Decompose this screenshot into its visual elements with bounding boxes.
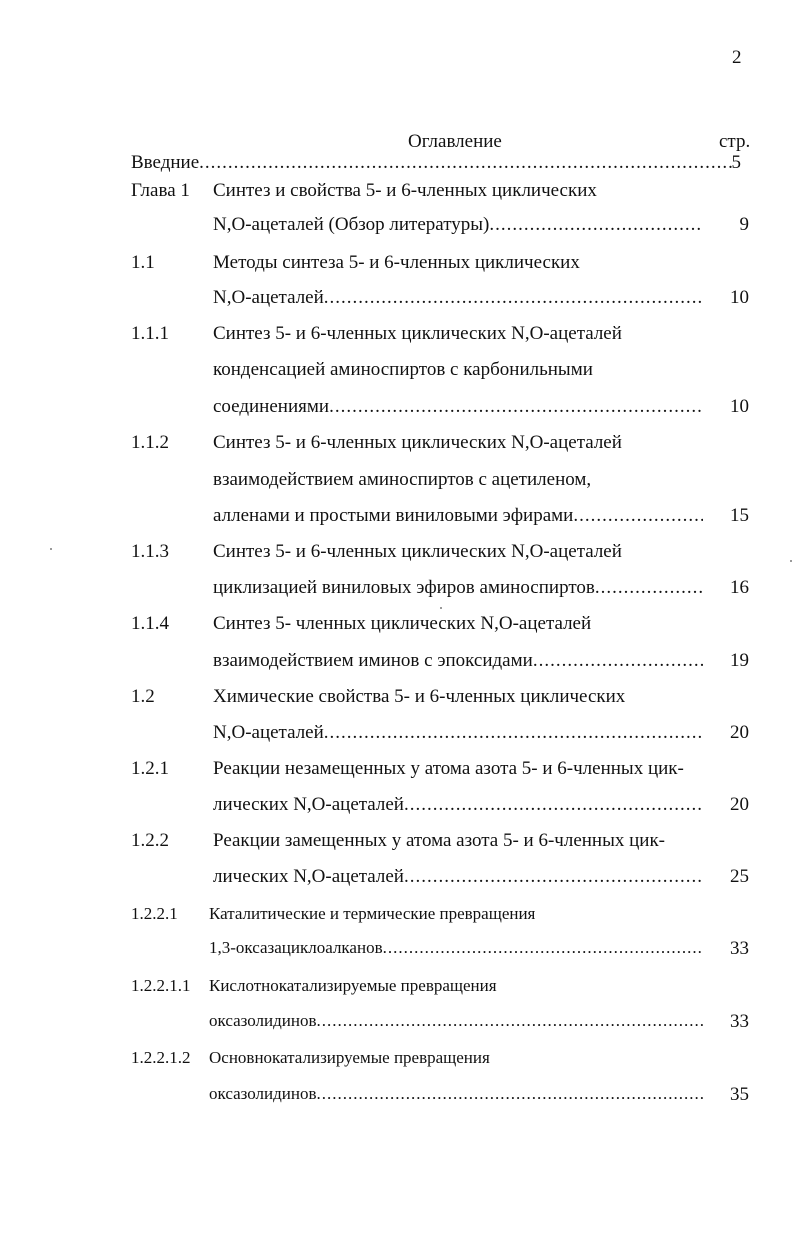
toc-entry-text: конденсацией аминоспиртов с карбонильными [213,359,593,380]
toc-entry-last-line [209,938,749,960]
toc-title: Оглавление [408,131,502,152]
dot-leader [595,577,703,599]
toc-entry-page: 19 [730,650,749,671]
dot-leader [324,722,703,744]
toc-entry-text: взаимодействием аминоспиртов с ацетиленом, [213,469,592,490]
toc-entry-number: 1.2.1 [131,758,169,779]
toc-intro-page: 5 [731,152,741,173]
toc-entry-text: N,O-ацеталей [213,722,324,743]
toc-entry-text: Каталитические и термические превращения [209,904,536,923]
toc-entry-text: циклизацией виниловых эфиров аминоспиртов [213,577,595,598]
toc-entry-page: 15 [730,505,749,526]
toc-entry-page: 20 [730,794,749,815]
dot-leader [533,650,703,672]
toc-entry-number: 1.1 [131,252,155,273]
toc-entry-last-line [213,794,749,816]
dot-leader [316,1084,703,1106]
toc-entry-number: 1.1.4 [131,613,169,634]
toc-entry-last-line [213,650,749,672]
toc-entry-text: оксазолидинов [209,1084,317,1103]
toc-entry-number: 1.2.2.1.2 [131,1048,191,1067]
toc-entry-text: Синтез 5- и 6-членных циклических N,O-ацеталей [213,432,622,453]
toc-entry-last-line [213,722,749,744]
toc-entry-page: 10 [730,287,749,308]
dot-leader [199,152,731,174]
toc-entry-text: Реакции замещенных у атома азота 5- и 6-членных цик- [213,830,666,851]
toc-entry-intro[interactable] [131,152,741,174]
page-column-header: стр. [719,131,751,152]
dot-leader [383,938,703,960]
scan-speck [50,548,52,550]
toc-entry-number: 1.1.3 [131,541,169,562]
dot-leader [324,287,703,309]
toc-intro-label: Введние [131,152,200,173]
dot-leader [489,214,703,236]
toc-entry-last-line [213,505,749,527]
toc-entry-last-line [213,287,749,309]
toc-entry-number: 1.2.2.1 [131,904,178,923]
toc-entry-last-line [213,866,749,888]
toc-entry-page: 33 [730,938,749,959]
toc-entry-last-line [209,1084,749,1106]
dot-leader [404,866,703,888]
toc-entry-page: 10 [730,396,749,417]
page-number: 2 [732,47,742,68]
toc-entry-last-line [213,396,749,418]
toc-entry-number: 1.2.2.1.1 [131,976,191,995]
toc-entry-number: 1.2 [131,686,155,707]
toc-entry-text: Синтез 5- и 6-членных циклических N,O-ацеталей [213,541,622,562]
toc-entry-number: 1.1.2 [131,432,169,453]
toc-entry-text: лических N,O-ацеталей [213,866,404,887]
toc-entry-last-line [213,214,749,236]
toc-entry-text: Синтез и свойства 5- и 6-членных циклических [213,180,597,201]
toc-entry-text: 1,3-оксазациклоалканов [209,938,383,957]
toc-entry-text: Методы синтеза 5- и 6-членных циклических [213,252,580,273]
dot-leader [316,1011,703,1033]
toc-entry-text: алленами и простыми виниловыми эфирами [213,505,574,526]
scan-speck [440,607,442,609]
toc-entry-page: 33 [730,1011,749,1032]
toc-entry-number: Глава 1 [131,180,190,201]
toc-entry-last-line [213,577,749,599]
toc-entry-text: Основнокатализируемые превращения [209,1048,490,1067]
toc-entry-number: 1.2.2 [131,830,169,851]
toc-entry-text: Синтез 5- членных циклических N,O-ацеталей [213,613,592,634]
toc-entry-last-line [209,1011,749,1033]
toc-entry-page: 20 [730,722,749,743]
toc-entry-text: N,O-ацеталей [213,287,324,308]
dot-leader [573,505,703,527]
toc-entry-text: лических N,O-ацеталей [213,794,404,815]
toc-entry-text: соединениями [213,396,330,417]
dot-leader [329,396,703,418]
toc-entry-text: Кислотнокатализируемые превращения [209,976,497,995]
toc-entry-text: Реакции незамещенных у атома азота 5- и 6-членных цик- [213,758,684,779]
toc-entry-text: взаимодействием иминов с эпоксидами [213,650,533,671]
toc-entry-page: 25 [730,866,749,887]
toc-entry-number: 1.1.1 [131,323,169,344]
toc-entry-page: 35 [730,1084,749,1105]
dot-leader [404,794,703,816]
toc-entry-text: оксазолидинов [209,1011,317,1030]
scan-speck [790,560,792,562]
toc-entry-text: Синтез 5- и 6-членных циклических N,O-ацеталей [213,323,622,344]
toc-entry-text: N,O-ацеталей (Обзор литературы) [213,214,490,235]
toc-entry-page: 16 [730,577,749,598]
toc-entry-text: Химические свойства 5- и 6-членных циклических [213,686,626,707]
toc-entry-page: 9 [739,214,749,235]
